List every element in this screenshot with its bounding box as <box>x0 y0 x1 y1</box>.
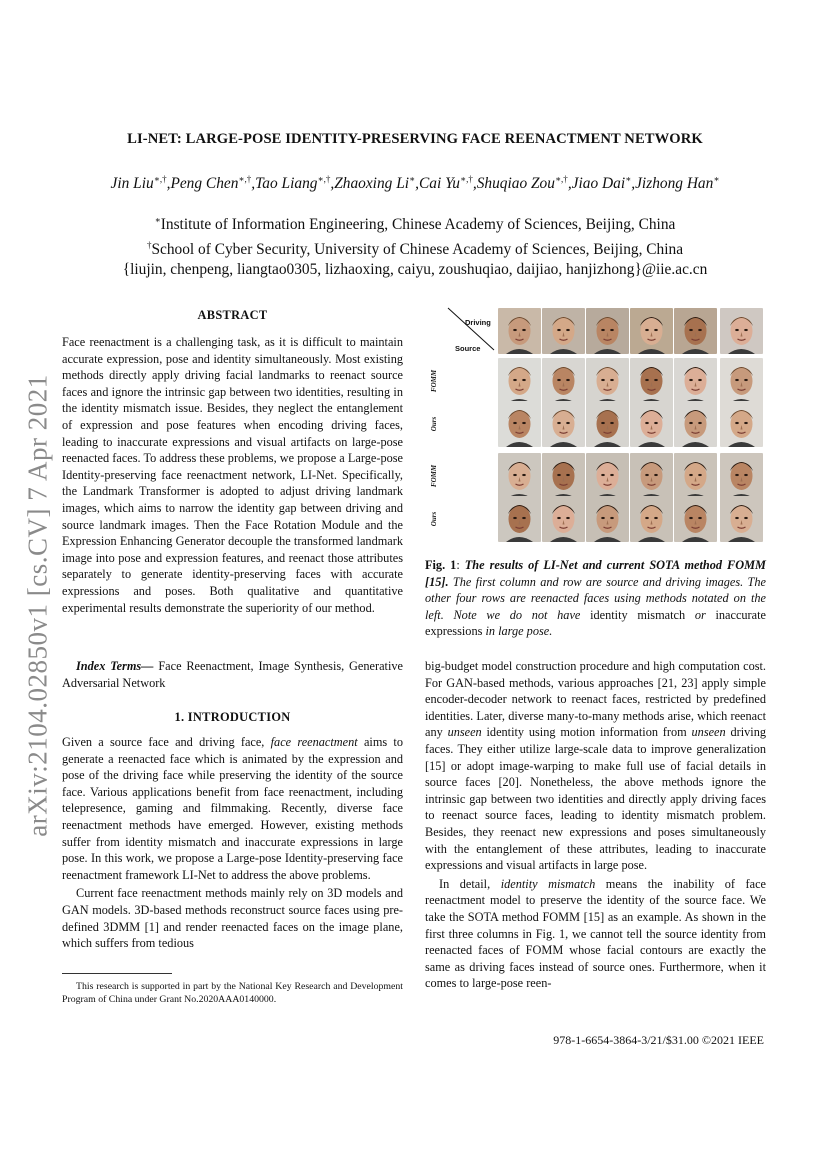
author-name: Jiao Dai <box>571 175 626 193</box>
face-thumbnail <box>630 358 673 404</box>
face-thumbnail <box>586 358 629 404</box>
face-thumbnail <box>498 358 541 404</box>
author-affiliation-mark: ∗,† <box>459 174 473 184</box>
affiliation-mark: ∗ <box>154 215 161 225</box>
author-name: Tao Liang <box>255 175 318 193</box>
introduction-section <box>62 710 403 725</box>
face-thumbnail <box>720 401 763 447</box>
figure-1 <box>428 306 766 546</box>
face-thumbnail <box>498 453 541 499</box>
face-thumbnail <box>674 401 717 447</box>
author-name: Jizhong Han <box>635 175 714 193</box>
caption-c: in large pose. <box>482 624 553 639</box>
paper-title: LI-NET: LARGE-POSE IDENTITY-PRESERVING FACE REENACTMENT NETWORK <box>127 131 703 147</box>
face-thumbnail <box>498 496 541 542</box>
right-p2-em: identity mismatch <box>500 876 596 891</box>
face-thumbnail <box>720 308 763 354</box>
author-name: Zhaoxing Li <box>334 175 410 193</box>
abstract-body <box>62 334 403 616</box>
index-terms-label: Index Terms— <box>76 659 154 673</box>
author-affiliation-mark: ∗,† <box>317 174 331 184</box>
face-thumbnail <box>542 308 585 354</box>
author-name: Peng Chen <box>170 175 239 193</box>
intro-p1-b: aims to generate a reenacted face which is animated by the expression and pose of the driving face while preserving the identity of the source face. Various applications benefit from face reenactment, including telepresence, gaming and filmmaking. Recently, diverse face reenactment methods have emerged. However, existing methods suffer from identity mismatch and inaccurate expressions in large pose. In this work, we propose a Large-pose Identity-preserving face reenactment framework LI-Net to address the above problems. <box>62 735 403 882</box>
face-thumbnail <box>542 358 585 404</box>
introduction-body <box>62 734 403 952</box>
abstract-section <box>62 308 403 323</box>
face-thumbnail <box>720 453 763 499</box>
caption-bold: The results of LI-Net and current SOTA method FOMM [15]. <box>425 558 766 589</box>
right-column-body <box>425 658 766 992</box>
face-thumbnail <box>586 453 629 499</box>
author-list: Jin Liu∗,†,Peng Chen∗,†,Tao Liang∗,†,Zhaoxing Li∗,Cai Yu∗,†,Shuqiao Zou∗,†,Jiao Dai∗,Jizhong Han∗ <box>110 174 720 193</box>
right-paragraph-1 <box>425 658 766 874</box>
affiliation-text: Institute of Information Engineering, Chinese Academy of Sciences, Beijing, China <box>160 216 676 234</box>
face-thumbnail <box>630 308 673 354</box>
author-affiliation-mark: ∗ <box>713 174 720 184</box>
author-affiliation-mark: ∗ <box>625 174 632 184</box>
face-thumbnail <box>630 401 673 447</box>
face-thumbnail <box>674 308 717 354</box>
affiliation-mark: † <box>146 240 152 251</box>
affiliation-line <box>60 260 770 280</box>
footnote-rule <box>62 973 172 974</box>
figure-caption: Fig. 1: The results of LI-Net and current SOTA method FOMM [15]. The first column and row are source and driving images. The other four rows are reenacted faces using methods notated on the left. Note we do not have identity mismatch or inaccurate expressions in large pose. <box>425 558 766 639</box>
face-thumbnail <box>498 308 541 354</box>
right-p1-c: driving faces. They either utilize large-scale data to improve generalization [15] or adopt image-warping to make full use of facial details in source faces [20]. Nonetheless, the above methods ignore the intrinsic gap between two identities and directly apply driving faces to reenact source faces, leading to identity mismatch problem. Besides, they reenact new expressions and poses simultaneously with the entanglement of these attributes, leading to inaccurate expressions and visual artifacts in large pose. <box>425 725 766 873</box>
intro-paragraph-1 <box>62 734 403 883</box>
index-terms-text: Face Reenactment, Image Synthesis, Generative Adversarial Network <box>62 659 403 690</box>
introduction-heading: 1. INTRODUCTION <box>174 710 291 724</box>
right-paragraph-2 <box>425 876 766 992</box>
right-p2-a: In detail, <box>439 876 501 891</box>
affiliation-line <box>60 235 770 260</box>
face-thumbnail <box>586 496 629 542</box>
face-thumbnail <box>542 496 585 542</box>
face-thumbnail <box>630 453 673 499</box>
face-thumbnail <box>720 496 763 542</box>
author-affiliation-mark: ∗,† <box>554 174 568 184</box>
footnote: This research is supported in part by the National Key Research and Development Program of China under Grant No.2020AAA0140000. <box>62 981 403 1005</box>
intro-p1-term: face reenactment <box>270 735 358 749</box>
author-name: Shuqiao Zou <box>476 175 555 193</box>
right-p1-b: identity using motion information from <box>481 725 692 740</box>
face-thumbnail <box>674 453 717 499</box>
figure-row-label: FOMM <box>430 369 438 393</box>
arxiv-id: arXiv:2104.02850v1 [cs.CV] 7 Apr 2021 <box>22 373 53 837</box>
figure-row-label: Ours <box>430 416 438 432</box>
right-p1-em1: unseen <box>447 725 482 740</box>
figure-row-label: FOMM <box>430 464 438 488</box>
right-p1-a: big-budget model construction procedure and high computation cost. For GAN-based methods, various approaches [21, 23] apply simple encoder-decoder network to reenact faces, restricted by predefined identities. Later, diverse many-to-many methods arise, which reenact any <box>425 659 766 740</box>
caption-term-2: inaccurate expressions <box>425 607 766 639</box>
affiliations <box>60 210 770 280</box>
face-thumbnail <box>674 496 717 542</box>
caption-b: or <box>685 607 716 622</box>
intro-p1-a: Given a source face and driving face, <box>62 735 271 749</box>
index-terms <box>62 658 403 691</box>
copyright-line: 978-1-6654-3864-3/21/$31.00 ©2021 IEEE <box>553 1033 764 1047</box>
affiliation-text: {liujin, chenpeng, liangtao0305, lizhaoxing, caiyu, zoushuqiao, daijiao, hanjizhong}@iie.ac.cn <box>122 261 708 279</box>
figure-source-label: Source <box>455 344 481 353</box>
figure-driving-label: Driving <box>465 318 491 327</box>
affiliation-text: School of Cyber Security, University of Chinese Academy of Sciences, Beijing, China <box>151 241 684 259</box>
face-thumbnail <box>498 401 541 447</box>
face-thumbnail <box>720 358 763 404</box>
caption-term-1: identity mismatch <box>590 607 686 622</box>
arxiv-sidebar <box>14 360 62 850</box>
author-affiliation-mark: ∗ <box>409 174 416 184</box>
caption-a: The first column and row are source and driving images. The other four rows are reenacted faces using methods notated on the left. Note we do not have <box>425 574 766 622</box>
author-affiliation-mark: ∗,† <box>153 174 167 184</box>
abstract-heading: ABSTRACT <box>197 308 268 322</box>
face-thumbnail <box>630 496 673 542</box>
caption-label: Fig. 1 <box>425 558 457 572</box>
face-thumbnail <box>674 358 717 404</box>
face-thumbnail <box>542 401 585 447</box>
author-name: Jin Liu <box>110 175 154 193</box>
author-affiliation-mark: ∗,† <box>238 174 252 184</box>
right-p1-em2: unseen <box>691 725 726 740</box>
face-thumbnail <box>586 308 629 354</box>
face-thumbnail <box>586 401 629 447</box>
face-thumbnail <box>542 453 585 499</box>
affiliation-line <box>60 210 770 235</box>
right-p2-b: means the inability of face reenactment model to preserve the identity of the source face. We take the SOTA method FOMM [15] as an example. As shown in the first three columns in Fig. 1, we cannot tell the source identity from reenacted faces of FOMM whose facial contours are exactly the same as driving faces instead of source ones. Furthermore, when it comes to large-pose reen- <box>425 876 766 991</box>
abstract-text: Face reenactment is a challenging task, as it is difficult to maintain accurate expression, pose and identity simultaneously. Most existing methods directly apply driving facial landmarks to reenact source faces and ignore the intrinsic gap between two identities, resulting in the identity mismatch issue. Besides, they neglect the entanglement of expression and pose features when encoding driving faces, leading to inaccurate expressions and visual artifacts on large-pose reenacted faces. To address these problems, we propose a Large-pose Identity-preserving face reenactment network, LI-Net. Specifically, the Landmark Transformer is adopted to adjust driving landmark images, which aims to narrow the identity gap between driving and source landmark images. Then the Face Rotation Module and the Expression Enhancing Generator decouple the transformed landmark image into pose and expression features, and reenact those attributes separately to generate identity-preserving faces with accurate expressions and poses. Both qualitative and quantitative experimental results demonstrate the superiority of our method. <box>62 335 403 615</box>
intro-paragraph-2: Current face reenactment methods mainly rely on 3D models and GAN models. 3D-based methods reconstruct source faces using pre-defined 3DMM [1] and render reenacted faces on the image plane, which suffers from tedious <box>62 886 403 951</box>
figure-row-label: Ours <box>430 511 438 527</box>
author-name: Cai Yu <box>419 175 460 193</box>
